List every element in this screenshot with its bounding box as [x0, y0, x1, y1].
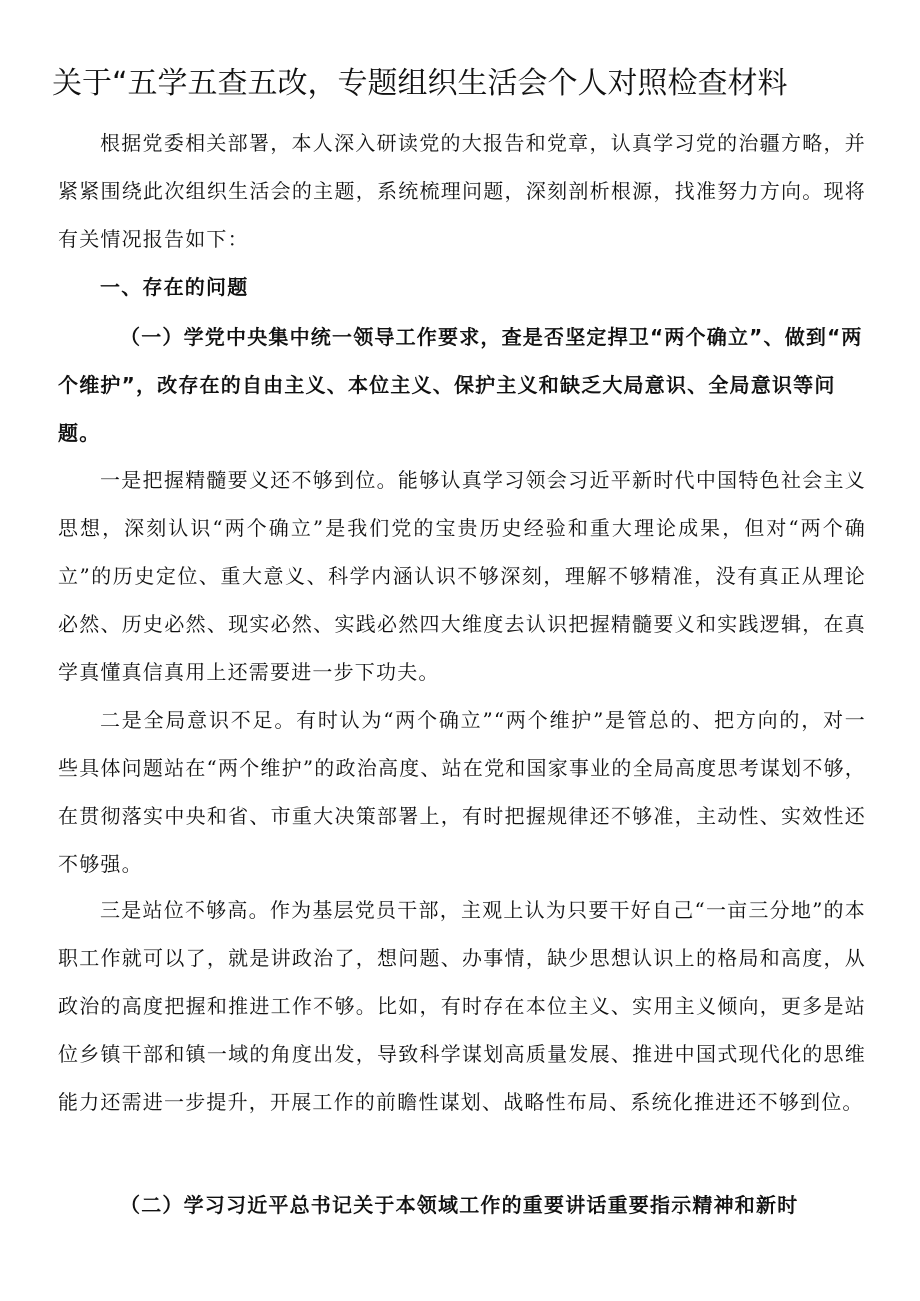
subsection-heading-1: （一）学党中央集中统一领导工作要求，查是否坚定捍卫“两个确立”、做到“两个维护”，改存在的自由主义、本位主义、保护主义和缺乏大局意识、全局意识等问题。	[58, 325, 863, 445]
section-heading-problems: 一、存在的问题	[100, 275, 249, 299]
intro-paragraph: 根据党委相关部署，本人深入研读党的大报告和党章，认真学习党的治疆方略，并紧紧围绕此次组织生活会的主题，系统梳理问题，深刻剖析根源，找准努力方向。现将有关情况报告如下：	[58, 131, 866, 251]
paragraph-3: 三是站位不够高。作为基层党员干部，主观上认为只要干好自己“一亩三分地”的本职工作就可以了，就是讲政治了，想问题、办事情，缺少思想认识上的格局和高度，从政治的高度把握和推进工作不够。比如，有时存在本位主义、实用主义倾向，更多是站位乡镇干部和镇一域的角度出发，导致科学谋划高质量发展、推进中国式现代化的思维能力还需进一步提升，开展工作的前瞻性谋划、战略性布局、系统化推进还不够到位。	[58, 898, 866, 1114]
document-title: 关于“五学五查五改，专题组织生活会个人对照检查材料	[52, 66, 788, 101]
paragraph-2: 二是全局意识不足。有时认为“两个确立”“两个维护”是管总的、把方向的，对一些具体问题站在“两个维护”的政治高度、站在党和国家事业的全局高度思考谋划不够，在贯彻落实中央和省、市重大决策部署上，有时把握规律还不够准，主动性、实效性还不够强。	[58, 708, 866, 876]
subsection-heading-2: （二）学习习近平总书记关于本领域工作的重要讲话重要指示精神和新时	[120, 1193, 799, 1217]
paragraph-1: 一是把握精髓要义还不够到位。能够认真学习领会习近平新时代中国特色社会主义思想，深刻认识“两个确立”是我们党的宝贵历史经验和重大理论成果，但对“两个确立”的历史定位、重大意义、科学内涵认识不够深刻，理解不够精准，没有真正从理论必然、历史必然、现实必然、实践必然四大维度去认识把握精髓要义和实践逻辑，在真学真懂真信真用上还需要进一步下功夫。	[58, 468, 866, 684]
